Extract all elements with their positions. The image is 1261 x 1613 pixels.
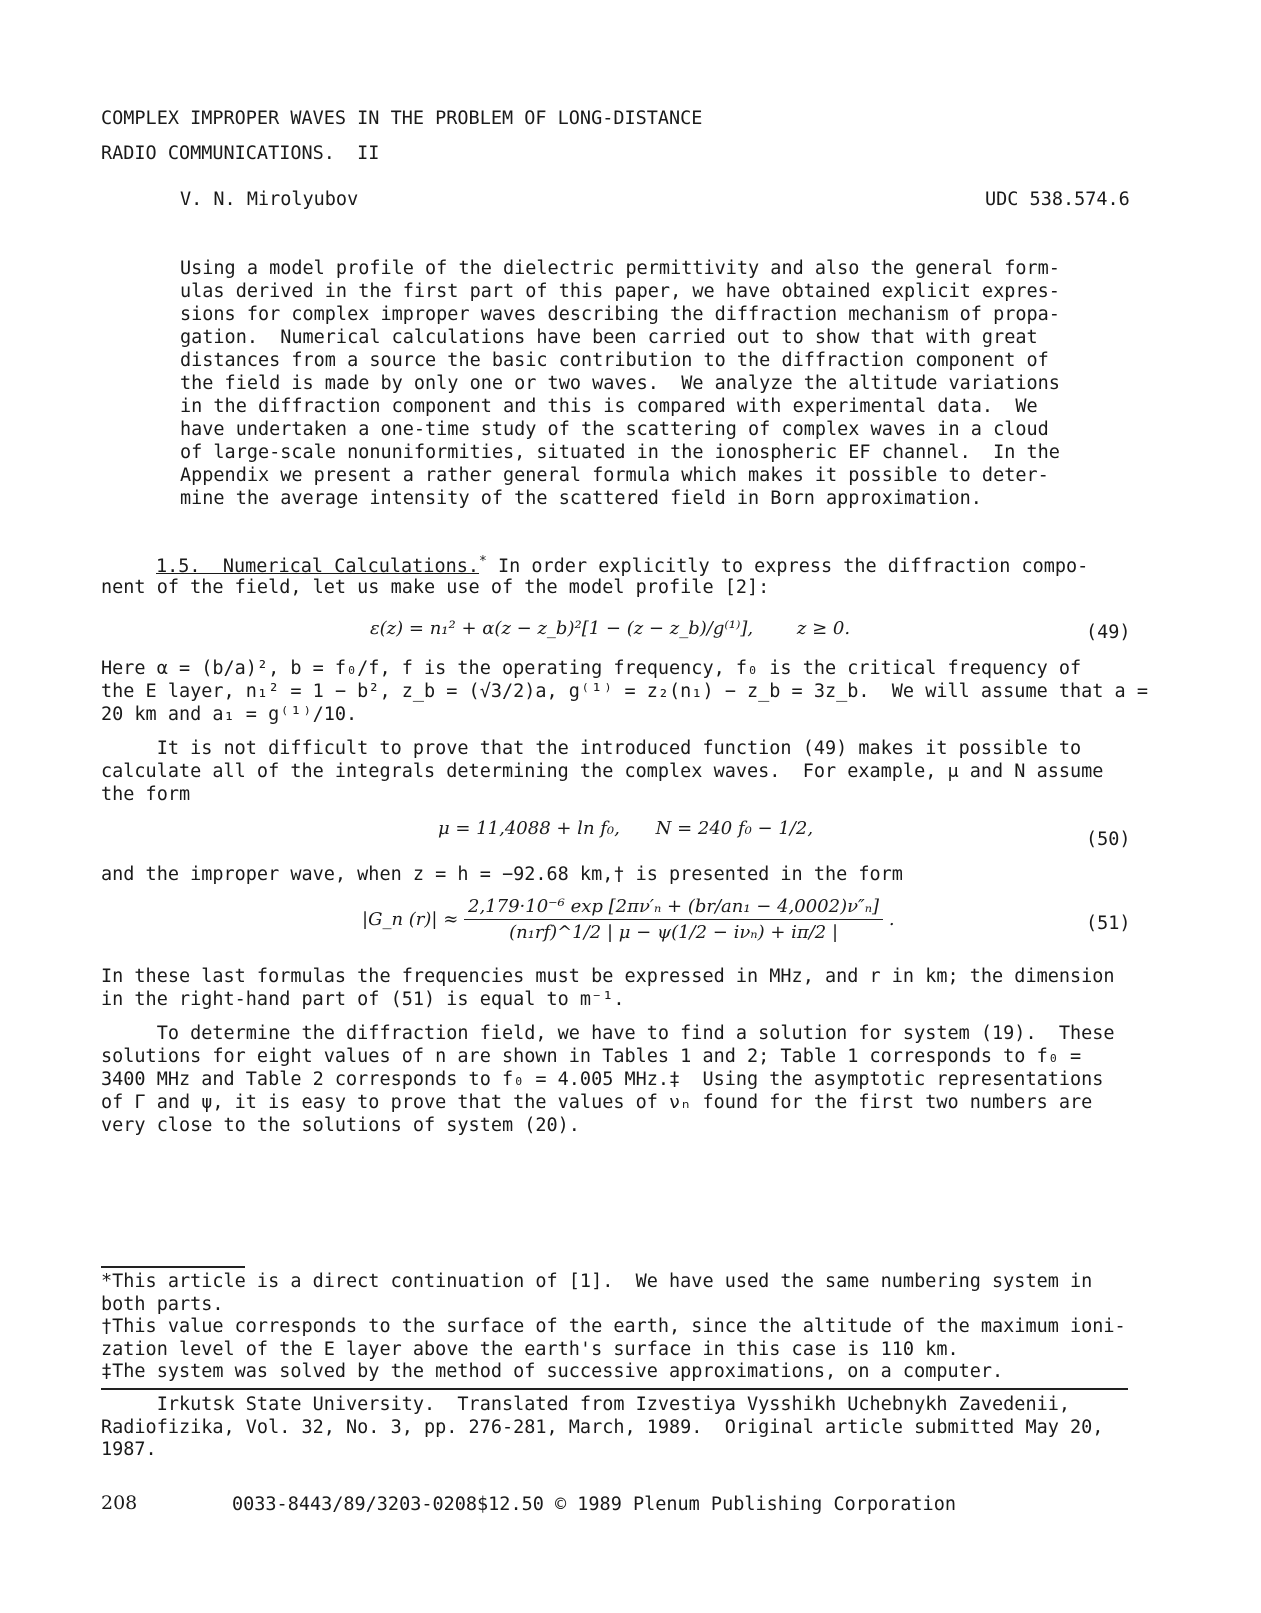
equation-50-mu: μ = 11,4088 + ln f₀,	[438, 818, 620, 839]
abstract-line: gation. Numerical calculations have been carried out to show that with great	[180, 327, 1038, 348]
abstract-line: have undertaken a one-time study of the scattering of complex waves in a cloud	[180, 419, 1049, 440]
text-line: 20 km and a₁ = g⁽¹⁾/10.	[101, 704, 358, 725]
text-line: in the right-hand part of (51) is equal to m⁻¹.	[101, 989, 625, 1010]
text-line: To determine the diffraction field, we have to find a solution for system (19). These	[101, 1023, 1115, 1044]
text-line: of Γ and ψ, it is easy to prove that the values of νₙ found for the first two numbers are	[101, 1092, 1093, 1113]
footnotes	[101, 1271, 1126, 1384]
equation-51-numerator: 2,179·10⁻⁶ exp [2πν′ₙ + (br/an₁ − 4,0002)ν″ₙ]	[464, 896, 883, 920]
equation-51-lhs: |G_n (r)| ≈	[362, 909, 459, 930]
equation-51-fraction	[464, 896, 883, 943]
equation-50-number: (50)	[1086, 829, 1131, 850]
paragraph-definitions	[101, 657, 1148, 726]
equation-49-formula: ε(z) = n₁² + α(z − z_b)²[1 − (z − z_b)/g⁽¹⁾],	[370, 618, 754, 639]
paragraph-prove	[101, 737, 1103, 806]
title-line-1: COMPLEX IMPROPER WAVES IN THE PROBLEM OF LONG-DISTANCE	[101, 108, 703, 129]
equation-51-denominator: (n₁rf)^1/2 | μ − ψ(1/2 − iνₙ) + iπ/2 |	[509, 922, 839, 943]
equation-51-tail: .	[888, 909, 895, 930]
page-number: 208	[101, 1492, 138, 1514]
abstract-line: in the diffraction component and this is compared with experimental data. We	[180, 396, 1038, 417]
text-line: very close to the solutions of system (20).	[101, 1115, 580, 1136]
section-intro-text: In order explicitly to express the diffraction compo-	[486, 556, 1089, 578]
abstract	[180, 257, 1060, 510]
section-intro-line-2: nent of the field, let us make use of the model profile [2]:	[101, 577, 770, 598]
affiliation-rule	[101, 1388, 1128, 1390]
udc-code: UDC 538.574.6	[985, 189, 1130, 210]
equation-49-number: (49)	[1086, 622, 1131, 643]
paragraph-solution	[101, 1022, 1115, 1137]
abstract-line: of large-scale nonuniformities, situated in the ionospheric EF channel. In the	[180, 442, 1060, 463]
paragraph-improper-wave: and the improper wave, when z = h = −92.68 km,† is presented in the form	[101, 864, 903, 885]
text-line: It is not difficult to prove that the introduced function (49) makes it possible to	[101, 738, 1082, 759]
text-line: 3400 MHz and Table 2 corresponds to f₀ = 4.005 MHz.‡ Using the asymptotic representations	[101, 1069, 1104, 1090]
text-line: In these last formulas the frequencies must be expressed in MHz, and r in km; the dimension	[101, 966, 1115, 987]
affiliation-line: Radiofizika, Vol. 32, No. 3, pp. 276-281, March, 1989. Original article submitted May 20,	[101, 1416, 1104, 1438]
equation-49	[370, 618, 850, 639]
text-line: calculate all of the integrals determining the complex waves. For example, μ and N assume	[101, 761, 1104, 782]
abstract-line: mine the average intensity of the scattered field in Born approximation.	[180, 488, 982, 509]
affiliation	[101, 1394, 1103, 1462]
abstract-line: the field is made by only one or two waves. We analyze the altitude variations	[180, 373, 1060, 394]
title-line-2: RADIO COMMUNICATIONS. II	[101, 143, 380, 164]
section-intro-line-1	[156, 554, 1088, 577]
copyright-line: 0033-8443/89/3203-0208$12.50 © 1989 Plenum Publishing Corporation	[232, 1494, 956, 1515]
affiliation-line: 1987.	[101, 1439, 157, 1460]
equation-50-N: N = 240 f₀ − 1/2,	[655, 818, 814, 839]
paragraph-units	[101, 965, 1115, 1011]
footnote-line: †This value corresponds to the surface of the earth, since the altitude of the maximum ioni-	[101, 1316, 1126, 1337]
abstract-line: distances from a source the basic contribution to the diffraction component of	[180, 350, 1049, 371]
text-line: the E layer, n₁² = 1 − b², z_b = (√3/2)a, g⁽¹⁾ = z₂(n₁) − z_b = 3z_b. We will assume that a =	[101, 681, 1148, 702]
equation-51	[362, 896, 895, 943]
text-line: the form	[101, 784, 191, 805]
footnote-line: zation level of the E layer above the earth's surface in this case is 110 km.	[101, 1338, 959, 1360]
abstract-line: Appendix we present a rather general formula which makes it possible to deter-	[180, 465, 1049, 486]
footnote-line: both parts.	[101, 1293, 224, 1315]
footnote-line: ‡The system was solved by the method of successive approximations, on a computer.	[101, 1361, 1004, 1382]
footnote-line: *This article is a direct continuation of [1]. We have used the same numbering system in	[101, 1271, 1093, 1292]
abstract-line: Using a model profile of the dielectric permittivity and also the general form-	[180, 258, 1060, 279]
equation-51-number: (51)	[1086, 913, 1131, 934]
abstract-line: sions for complex improper waves describing the diffraction mechanism of propa-	[180, 304, 1060, 325]
author: V. N. Mirolyubov	[180, 189, 359, 210]
equation-50	[438, 818, 813, 839]
section-heading: 1.5. Numerical Calculations.	[156, 556, 480, 578]
abstract-line: ulas derived in the first part of this paper, we have obtained explicit expres-	[180, 281, 1060, 302]
text-line: Here α = (b/a)², b = f₀/f, f is the operating frequency, f₀ is the critical frequency of	[101, 658, 1082, 679]
equation-49-condition: z ≥ 0.	[796, 618, 851, 639]
affiliation-line: Irkutsk State University. Translated from Izvestiya Vysshikh Uchebnykh Zavedenii,	[101, 1394, 1071, 1415]
text-line: solutions for eight values of n are shown in Tables 1 and 2; Table 1 corresponds to f₀ =	[101, 1046, 1082, 1067]
footnote-rule	[101, 1266, 245, 1268]
footnote-mark: *	[479, 554, 487, 569]
